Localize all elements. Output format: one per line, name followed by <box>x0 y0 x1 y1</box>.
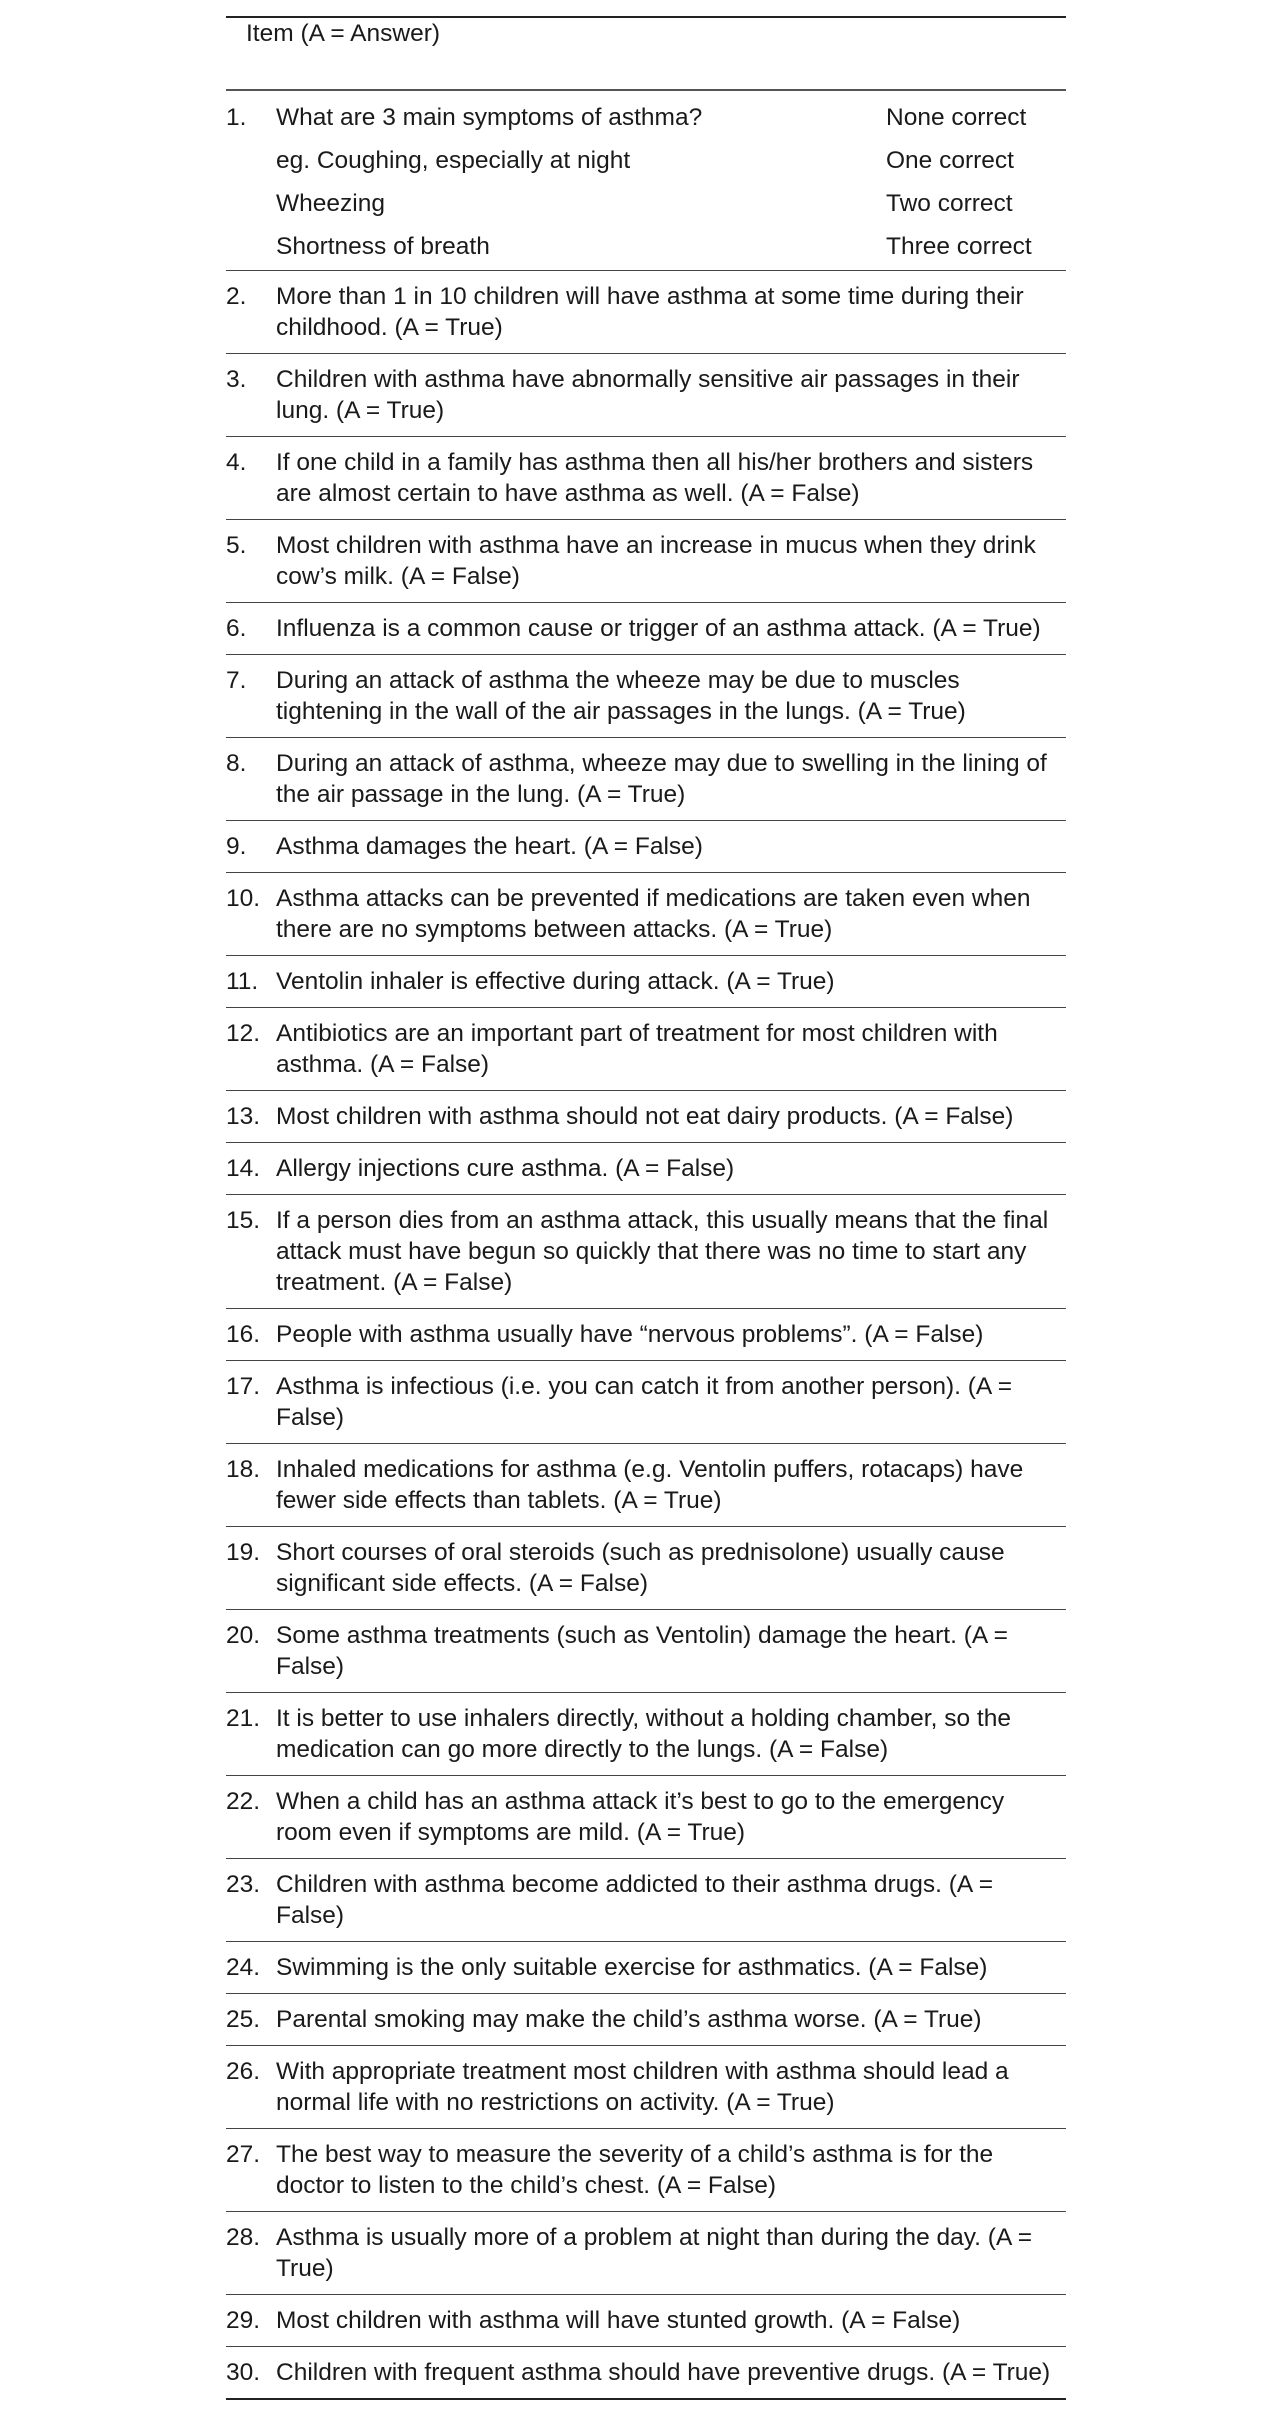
item-text: Children with asthma have abnormally sensitive air passages in their lung. (A = True) <box>276 354 1066 437</box>
item-number: 26. <box>226 2046 276 2129</box>
item-number: 19. <box>226 1527 276 1610</box>
item-text: Allergy injections cure asthma. (A = False) <box>276 1143 1066 1195</box>
item-1-row-1 <box>226 90 1066 135</box>
item-text: During an attack of asthma, wheeze may due to swelling in the lining of the air passage in the lung. (A = True) <box>276 738 1066 821</box>
item-text: Children with frequent asthma should have preventive drugs. (A = True) <box>276 2347 1066 2400</box>
item-1-row-4 <box>226 221 1066 271</box>
table-row <box>226 1091 1066 1143</box>
table-row <box>226 2212 1066 2295</box>
item-number: 30. <box>226 2347 276 2400</box>
table-row <box>226 1693 1066 1776</box>
item-text: Parental smoking may make the child’s asthma worse. (A = True) <box>276 1994 1066 2046</box>
item-number: 1. <box>226 104 247 131</box>
table-row <box>226 873 1066 956</box>
item-text: Most children with asthma have an increase in mucus when they drink cow’s milk. (A = False) <box>276 520 1066 603</box>
item-number: 28. <box>226 2212 276 2295</box>
item-text: Most children with asthma should not eat dairy products. (A = False) <box>276 1091 1066 1143</box>
item-number: 20. <box>226 1610 276 1693</box>
item-number: 15. <box>226 1195 276 1309</box>
item-text: Antibiotics are an important part of treatment for most children with asthma. (A = False) <box>276 1008 1066 1091</box>
item-number: 5. <box>226 520 276 603</box>
table-row <box>226 1361 1066 1444</box>
table-row <box>226 1776 1066 1859</box>
table-row <box>226 956 1066 1008</box>
item-number: 7. <box>226 655 276 738</box>
item-text: Short courses of oral steroids (such as prednisolone) usually cause significant side effects. (A = False) <box>276 1527 1066 1610</box>
table-row <box>226 1527 1066 1610</box>
item-number: 14. <box>226 1143 276 1195</box>
table-row <box>226 1942 1066 1994</box>
item-number: 4. <box>226 437 276 520</box>
item-number: 24. <box>226 1942 276 1994</box>
item-text: It is better to use inhalers directly, without a holding chamber, so the medication can go more directly to the lungs. (A = False) <box>276 1693 1066 1776</box>
item-text: With appropriate treatment most children with asthma should lead a normal life with no restrictions on activity. (A = True) <box>276 2046 1066 2129</box>
item-number: 25. <box>226 1994 276 2046</box>
table-row <box>226 271 1066 354</box>
table-row <box>226 1008 1066 1091</box>
item-text: Children with asthma become addicted to their asthma drugs. (A = False) <box>276 1859 1066 1942</box>
item-number: 11. <box>226 956 276 1008</box>
table-row <box>226 821 1066 873</box>
item-number: 8. <box>226 738 276 821</box>
item-1-symptom: Shortness of breath <box>276 221 886 271</box>
table-row <box>226 738 1066 821</box>
item-text: Ventolin inhaler is effective during attack. (A = True) <box>276 956 1066 1008</box>
item-number: 22. <box>226 1776 276 1859</box>
item-1-row-3 <box>226 178 1066 221</box>
table-row <box>226 2129 1066 2212</box>
item-number: 21. <box>226 1693 276 1776</box>
table-row <box>226 2295 1066 2347</box>
item-text: During an attack of asthma the wheeze may be due to muscles tightening in the wall of the air passages in the lungs. (A = True) <box>276 655 1066 738</box>
table-row <box>226 1610 1066 1693</box>
item-text: Asthma damages the heart. (A = False) <box>276 821 1066 873</box>
item-number: 2. <box>226 271 276 354</box>
item-number: 23. <box>226 1859 276 1942</box>
item-text: Most children with asthma will have stunted growth. (A = False) <box>276 2295 1066 2347</box>
item-number: 13. <box>226 1091 276 1143</box>
item-number: 10. <box>226 873 276 956</box>
item-number: 29. <box>226 2295 276 2347</box>
item-1-option-two: Two correct <box>886 190 1013 217</box>
item-1-example: eg. Coughing, especially at night <box>276 147 631 174</box>
item-1-option-none: None correct <box>886 104 1027 131</box>
item-text: Asthma attacks can be prevented if medications are taken even when there are no symptoms between attacks. (A = True) <box>276 873 1066 956</box>
table-row <box>226 1143 1066 1195</box>
table-header-row <box>226 18 1066 90</box>
table-row <box>226 520 1066 603</box>
table-row <box>226 1195 1066 1309</box>
table-row <box>226 437 1066 520</box>
item-number: 9. <box>226 821 276 873</box>
item-text: Influenza is a common cause or trigger of an asthma attack. (A = True) <box>276 603 1066 655</box>
item-number: 3. <box>226 354 276 437</box>
header-item-label: Item (A = Answer) <box>226 18 1066 90</box>
item-1-question: What are 3 main symptoms of asthma? <box>276 104 703 131</box>
item-number: 27. <box>226 2129 276 2212</box>
item-1-symptom: Wheezing <box>276 190 385 217</box>
item-1-option-three: Three correct <box>886 221 1066 271</box>
table-row <box>226 1309 1066 1361</box>
item-text: More than 1 in 10 children will have asthma at some time during their childhood. (A = True) <box>276 271 1066 354</box>
item-text: When a child has an asthma attack it’s best to go to the emergency room even if symptoms are mild. (A = True) <box>276 1776 1066 1859</box>
table-row <box>226 655 1066 738</box>
item-text: Asthma is usually more of a problem at night than during the day. (A = True) <box>276 2212 1066 2295</box>
item-number: 16. <box>226 1309 276 1361</box>
item-number: 18. <box>226 1444 276 1527</box>
item-number: 12. <box>226 1008 276 1091</box>
item-text: Inhaled medications for asthma (e.g. Ventolin puffers, rotacaps) have fewer side effects than tablets. (A = True) <box>276 1444 1066 1527</box>
item-number: 6. <box>226 603 276 655</box>
table-row <box>226 1994 1066 2046</box>
asthma-knowledge-table <box>226 16 1066 2400</box>
item-text: Some asthma treatments (such as Ventolin) damage the heart. (A = False) <box>276 1610 1066 1693</box>
table-row <box>226 603 1066 655</box>
item-number: 17. <box>226 1361 276 1444</box>
item-text: People with asthma usually have “nervous problems”. (A = False) <box>276 1309 1066 1361</box>
table-row <box>226 2347 1066 2400</box>
table-row <box>226 354 1066 437</box>
item-text: If a person dies from an asthma attack, this usually means that the final attack must have begun so quickly that there was no time to start any treatment. (A = False) <box>276 1195 1066 1309</box>
item-1-row-2 <box>226 135 1066 178</box>
table-row <box>226 1859 1066 1942</box>
item-text: Swimming is the only suitable exercise for asthmatics. (A = False) <box>276 1942 1066 1994</box>
table-row <box>226 2046 1066 2129</box>
table-row <box>226 1444 1066 1527</box>
item-text: Asthma is infectious (i.e. you can catch it from another person). (A = False) <box>276 1361 1066 1444</box>
item-1-option-one: One correct <box>886 147 1014 174</box>
item-text: If one child in a family has asthma then all his/her brothers and sisters are almost certain to have asthma as well. (A = False) <box>276 437 1066 520</box>
item-text: The best way to measure the severity of a child’s asthma is for the doctor to listen to the child’s chest. (A = False) <box>276 2129 1066 2212</box>
